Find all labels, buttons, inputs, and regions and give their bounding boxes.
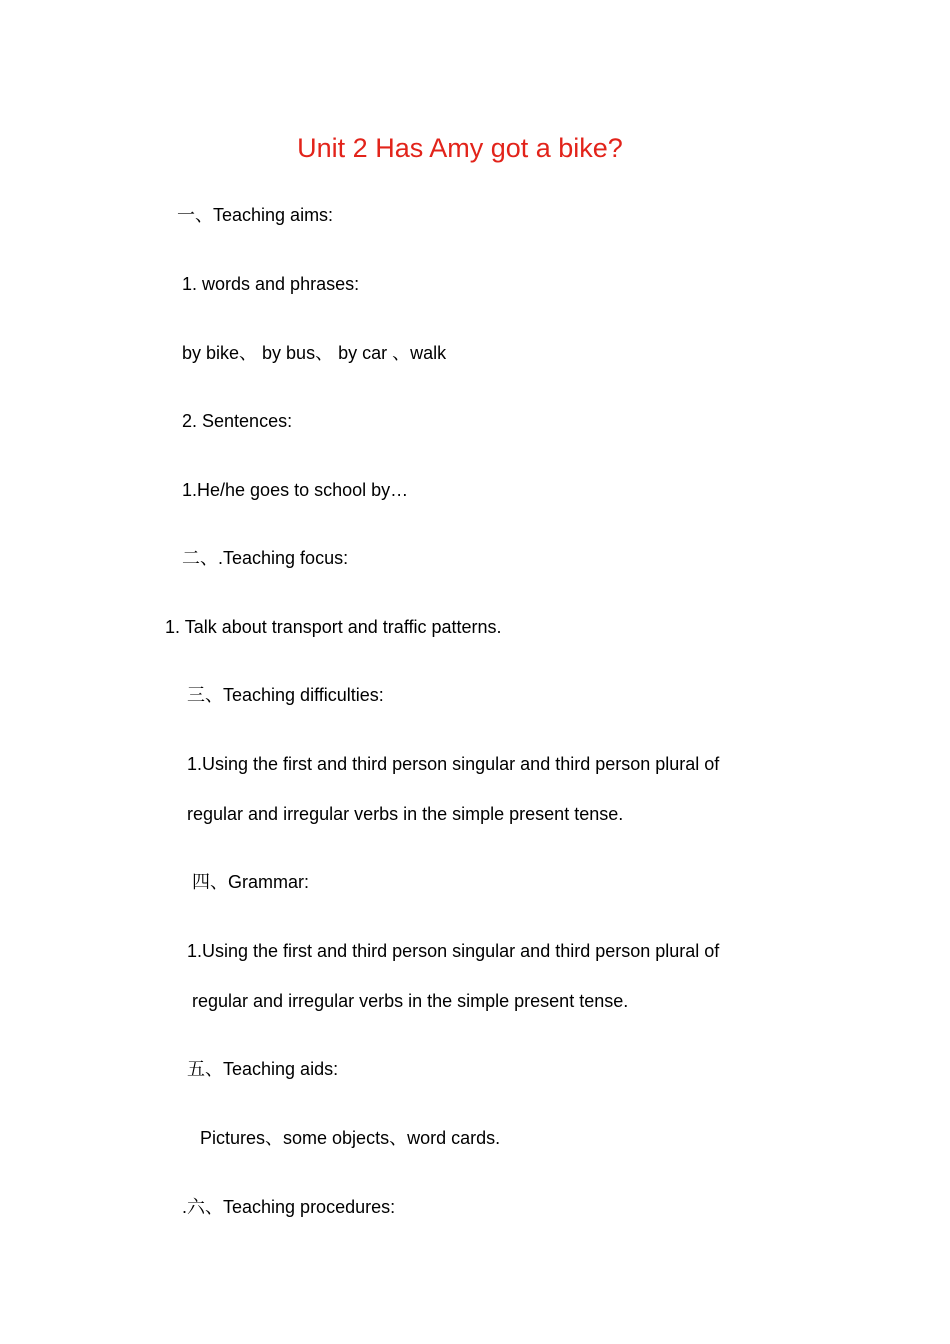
section-heading-teaching-procedures: .六、Teaching procedures:: [182, 1197, 396, 1217]
phrase-list: by bike、 by bus、 by car 、walk: [182, 343, 447, 363]
grammar-item-line-2: regular and irregular verbs in the simple present tense.: [192, 991, 629, 1011]
section-heading-teaching-aims: 一、Teaching aims:: [177, 205, 334, 225]
grammar-item-line-1: 1.Using the first and third person singular and third person plural of: [187, 941, 720, 961]
teaching-aids-list: Pictures、some objects、word cards.: [200, 1128, 501, 1148]
section-heading-teaching-difficulties: 三、Teaching difficulties:: [187, 685, 384, 705]
subheading-words-and-phrases: 1. words and phrases:: [182, 274, 360, 294]
focus-item: 1. Talk about transport and traffic patterns.: [165, 617, 502, 637]
difficulty-item-line-1: 1.Using the first and third person singular and third person plural of: [187, 754, 720, 774]
section-heading-teaching-focus: 二、.Teaching focus:: [182, 548, 349, 568]
document-title: Unit 2 Has Amy got a bike?: [297, 133, 623, 163]
difficulty-item-line-2: regular and irregular verbs in the simple present tense.: [187, 804, 624, 824]
subheading-sentences: 2. Sentences:: [182, 411, 293, 431]
section-heading-teaching-aids: 五、Teaching aids:: [187, 1059, 339, 1079]
sentence-item: 1.He/he goes to school by…: [182, 480, 409, 500]
section-heading-grammar: 四、Grammar:: [192, 872, 309, 892]
